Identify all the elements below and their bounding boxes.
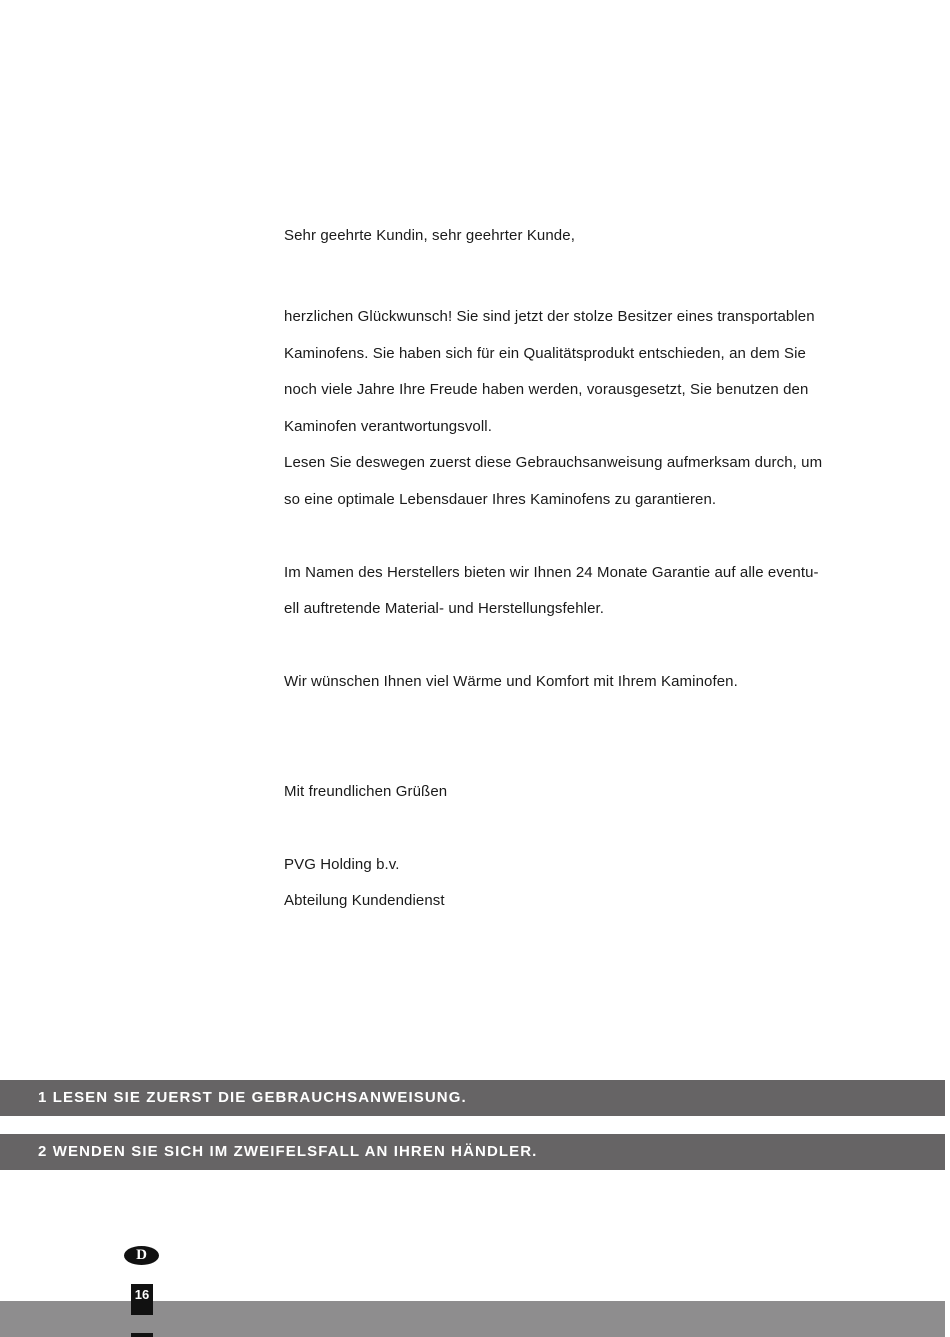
page-number-tab (131, 1333, 153, 1337)
paragraph-line: Kaminofen verantwortungsvoll. (284, 418, 493, 435)
company-name: PVG Holding b.v. (284, 856, 400, 873)
paragraph-line: Lesen Sie deswegen zuerst diese Gebrauchsanweisung aufmerksam durch, um (284, 454, 823, 471)
instruction-banner-1: 1 LESEN SIE ZUERST DIE GEBRAUCHSANWEISUNG. (0, 1080, 945, 1116)
closing: Mit freundlichen Grüßen (284, 783, 448, 800)
paragraph-line: herzlichen Glückwunsch! Sie sind jetzt der stolze Besitzer eines transportablen (284, 308, 815, 325)
paragraph-line: ell auftretende Material- und Herstellungsfehler. (284, 600, 605, 617)
department-name: Abteilung Kundendienst (284, 892, 445, 909)
salutation: Sehr geehrte Kundin, sehr geehrter Kunde, (284, 227, 575, 244)
instruction-banner-2: 2 WENDEN SIE SICH IM ZWEIFELSFALL AN IHREN HÄNDLER. (0, 1134, 945, 1170)
paragraph-line: Kaminofens. Sie haben sich für ein Qualitätsprodukt entschieden, an dem Sie (284, 345, 806, 362)
page-number: 16 (131, 1284, 153, 1315)
paragraph-line: Wir wünschen Ihnen viel Wärme und Komfort mit Ihrem Kaminofen. (284, 673, 738, 690)
paragraph-line: noch viele Jahre Ihre Freude haben werden, vorausgesetzt, Sie benutzen den (284, 381, 809, 398)
language-badge: D (124, 1246, 159, 1265)
paragraph-line: so eine optimale Lebensdauer Ihres Kaminofens zu garantieren. (284, 491, 717, 508)
paragraph-line: Im Namen des Herstellers bieten wir Ihnen 24 Monate Garantie auf alle eventu- (284, 564, 819, 581)
